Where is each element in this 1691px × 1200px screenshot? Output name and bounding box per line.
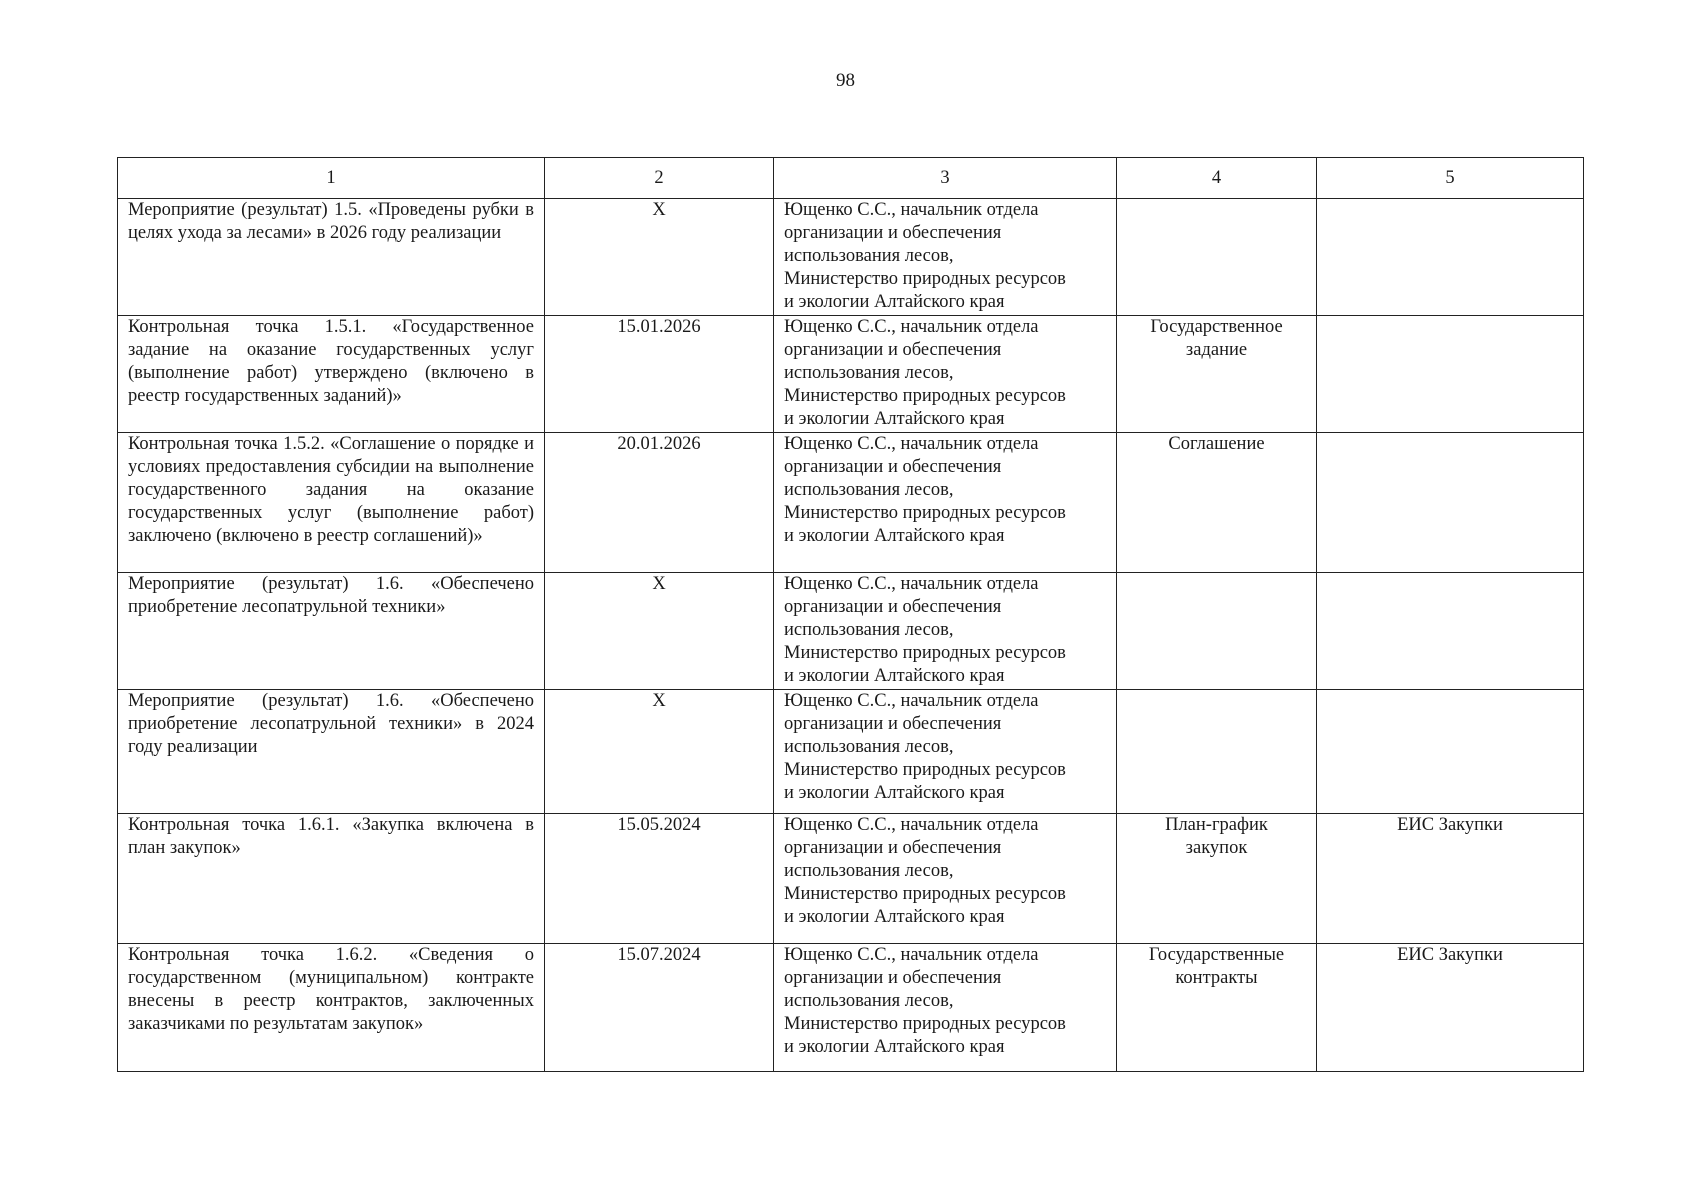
cell-measure: Контрольная точка 1.6.1. «Закупка включена в план закупок»: [118, 814, 545, 944]
cell-deadline: Х: [545, 690, 774, 814]
cell-deadline: 20.01.2026: [545, 433, 774, 573]
header-col-5: 5: [1317, 158, 1584, 199]
cell-responsible: Ющенко С.С., начальник отдела организации и обеспечения использования лесов, Министерство природных ресурсов и экологии Алтайского края: [774, 316, 1117, 433]
table-row: [118, 573, 1584, 690]
page-number: 98: [836, 70, 855, 91]
cell-responsible: Ющенко С.С., начальник отдела организации и обеспечения использования лесов, Министерство природных ресурсов и экологии Алтайского края: [774, 814, 1117, 944]
cell-measure: Мероприятие (результат) 1.6. «Обеспечено приобретение лесопатрульной техники»: [118, 573, 545, 690]
cell-system: ЕИС Закупки: [1317, 944, 1584, 1072]
table-row: [118, 814, 1584, 944]
cell-measure: Мероприятие (результат) 1.6. «Обеспечено приобретение лесопатрульной техники» в 2024 году реализации: [118, 690, 545, 814]
cell-system: [1317, 316, 1584, 433]
cell-responsible: Ющенко С.С., начальник отдела организации и обеспечения использования лесов, Министерство природных ресурсов и экологии Алтайского края: [774, 690, 1117, 814]
header-col-2: 2: [545, 158, 774, 199]
table-row: [118, 690, 1584, 814]
plan-table: [117, 157, 1584, 1072]
cell-system: [1317, 199, 1584, 316]
table-body: [118, 199, 1584, 1072]
cell-document: [1117, 573, 1317, 690]
cell-responsible: Ющенко С.С., начальник отдела организации и обеспечения использования лесов, Министерство природных ресурсов и экологии Алтайского края: [774, 944, 1117, 1072]
table-header: [118, 158, 1584, 199]
cell-measure: Контрольная точка 1.6.2. «Сведения о государственном (муниципальном) контракте внесены в реестр контрактов, заключенных заказчиками по результатам закупок»: [118, 944, 545, 1072]
cell-measure: Контрольная точка 1.5.1. «Государственное задание на оказание государственных услуг (выполнение работ) утверждено (включено в реестр государственных заданий)»: [118, 316, 545, 433]
cell-deadline: 15.07.2024: [545, 944, 774, 1072]
cell-measure: Контрольная точка 1.5.2. «Соглашение о порядке и условиях предоставления субсидии на выполнение государственного задания на оказание государственных услуг (выполнение работ) заключено (включено в реестр соглашений)»: [118, 433, 545, 573]
table-row: [118, 199, 1584, 316]
cell-document: [1117, 690, 1317, 814]
cell-responsible: Ющенко С.С., начальник отдела организации и обеспечения использования лесов, Министерство природных ресурсов и экологии Алтайского края: [774, 573, 1117, 690]
table-row: [118, 944, 1584, 1072]
header-col-4: 4: [1117, 158, 1317, 199]
cell-document: Соглашение: [1117, 433, 1317, 573]
cell-deadline: 15.01.2026: [545, 316, 774, 433]
cell-system: ЕИС Закупки: [1317, 814, 1584, 944]
header-col-3: 3: [774, 158, 1117, 199]
header-row: [118, 158, 1584, 199]
cell-deadline: 15.05.2024: [545, 814, 774, 944]
cell-document: Государственное задание: [1117, 316, 1317, 433]
cell-deadline: Х: [545, 573, 774, 690]
table-row: [118, 316, 1584, 433]
table-row: [118, 433, 1584, 573]
cell-system: [1317, 433, 1584, 573]
cell-system: [1317, 573, 1584, 690]
cell-system: [1317, 690, 1584, 814]
cell-document: План-график закупок: [1117, 814, 1317, 944]
cell-responsible: Ющенко С.С., начальник отдела организации и обеспечения использования лесов, Министерство природных ресурсов и экологии Алтайского края: [774, 433, 1117, 573]
cell-measure: Мероприятие (результат) 1.5. «Проведены рубки в целях ухода за лесами» в 2026 году реализации: [118, 199, 545, 316]
header-col-1: 1: [118, 158, 545, 199]
cell-responsible: Ющенко С.С., начальник отдела организации и обеспечения использования лесов, Министерство природных ресурсов и экологии Алтайского края: [774, 199, 1117, 316]
cell-document: [1117, 199, 1317, 316]
cell-document: Государственные контракты: [1117, 944, 1317, 1072]
cell-deadline: Х: [545, 199, 774, 316]
